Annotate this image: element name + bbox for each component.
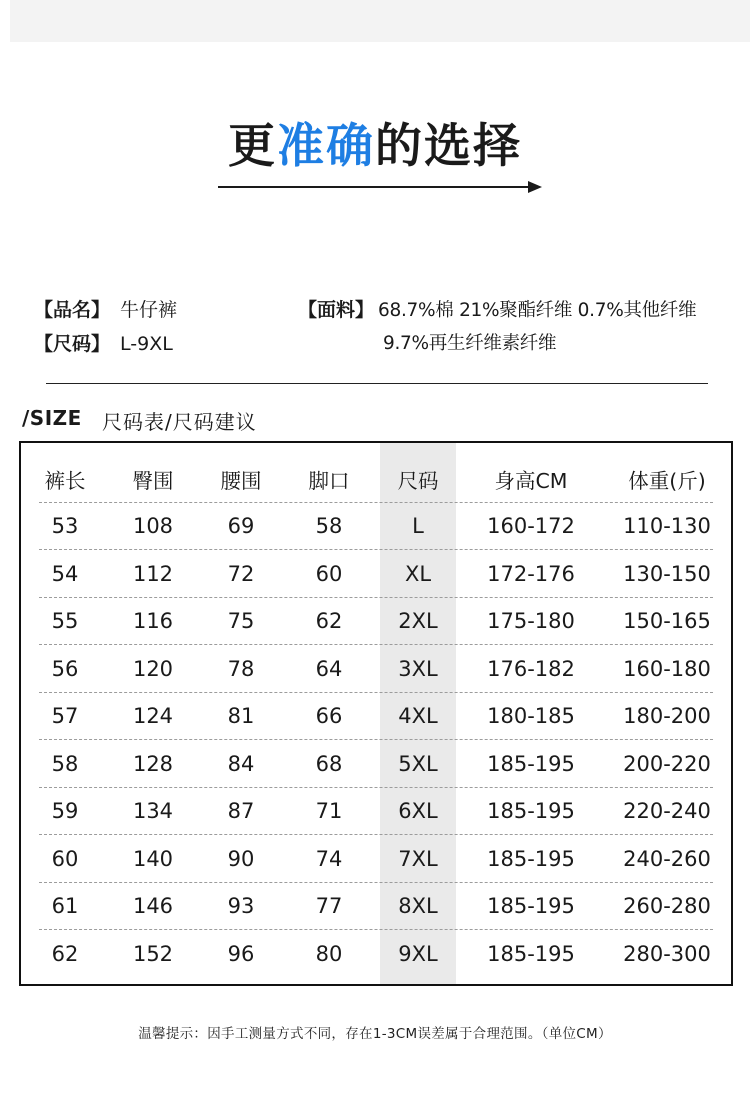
cell-size: 4XL — [398, 704, 438, 729]
cell-waist: 93 — [227, 894, 255, 919]
header-hip: 臀围 — [132, 468, 174, 493]
cell-pants-length: 62 — [51, 941, 79, 966]
cell-size: 5XL — [398, 751, 438, 776]
cell-pants-length: 58 — [51, 751, 79, 776]
table-row — [21, 740, 731, 788]
cell-weight: 110-130 — [623, 514, 711, 539]
header-leg-opening: 脚口 — [308, 468, 350, 493]
footer-note: 温馨提示：因手工测量方式不同，存在1-3CM误差属于合理范围。（单位CM） — [138, 1026, 612, 1042]
cell-weight: 280-300 — [623, 941, 711, 966]
cell-hip: 116 — [132, 609, 174, 634]
table-row — [21, 930, 731, 978]
cell-size: L — [412, 514, 424, 539]
table-row — [21, 550, 731, 598]
cell-hip: 124 — [132, 704, 174, 729]
cell-weight: 150-165 — [623, 609, 711, 634]
cell-size: 8XL — [398, 894, 438, 919]
cell-waist: 69 — [227, 514, 255, 539]
cell-waist: 72 — [227, 561, 255, 586]
product-name-value: 牛仔裤 — [120, 299, 178, 321]
cell-height: 185-195 — [487, 799, 575, 824]
cell-weight: 180-200 — [623, 704, 711, 729]
cell-weight: 160-180 — [623, 656, 711, 681]
cell-leg-opening: 74 — [315, 846, 343, 871]
cell-leg-opening: 80 — [315, 941, 343, 966]
table-row — [21, 598, 731, 646]
table-row — [21, 788, 731, 836]
header-weight: 体重(斤) — [628, 468, 706, 493]
cell-height: 172-176 — [487, 561, 575, 586]
cell-hip: 134 — [132, 799, 174, 824]
fabric-row — [298, 296, 696, 325]
table-header — [21, 455, 731, 503]
table-row — [21, 693, 731, 741]
title-accent: 准确 — [277, 119, 375, 174]
cell-leg-opening: 64 — [315, 656, 343, 681]
cell-waist: 81 — [227, 704, 255, 729]
cell-hip: 120 — [132, 656, 174, 681]
cell-height: 160-172 — [487, 514, 575, 539]
cell-waist: 84 — [227, 751, 255, 776]
cell-hip: 140 — [132, 846, 174, 871]
cell-leg-opening: 71 — [315, 799, 343, 824]
product-size-label: 【尺码】 — [34, 333, 111, 355]
cell-weight: 220-240 — [623, 799, 711, 824]
cell-height: 180-185 — [487, 704, 575, 729]
cell-waist: 78 — [227, 656, 255, 681]
header-height: 身高CM — [494, 468, 568, 493]
title-part-1: 更 — [228, 119, 277, 174]
cell-pants-length: 53 — [51, 514, 79, 539]
cell-size: 6XL — [398, 799, 438, 824]
header-pants-length: 裤长 — [44, 468, 86, 493]
cell-size: 3XL — [398, 656, 438, 681]
cell-hip: 152 — [132, 941, 174, 966]
product-size-row — [34, 330, 173, 358]
cell-size: 9XL — [398, 941, 438, 966]
page-title — [0, 115, 750, 179]
title-part-2: 的选择 — [375, 119, 522, 174]
cell-weight: 130-150 — [623, 561, 711, 586]
table-row — [21, 883, 731, 931]
cell-waist: 96 — [227, 941, 255, 966]
table-row — [21, 503, 731, 551]
fabric-label: 【面料】 — [298, 299, 375, 321]
cell-waist: 90 — [227, 846, 255, 871]
cell-hip: 146 — [132, 894, 174, 919]
cell-leg-opening: 60 — [315, 561, 343, 586]
size-section-label: /SIZE — [22, 406, 82, 430]
cell-size: XL — [404, 561, 432, 586]
cell-leg-opening: 68 — [315, 751, 343, 776]
title-underline-arrow — [218, 186, 530, 188]
cell-leg-opening: 66 — [315, 704, 343, 729]
header-waist: 腰围 — [220, 468, 262, 493]
table-row — [21, 835, 731, 883]
size-section-subtitle: 尺码表/尺码建议 — [102, 410, 257, 434]
cell-height: 185-195 — [487, 941, 575, 966]
cell-hip: 112 — [132, 561, 174, 586]
fabric-line-1: 68.7%棉 21%聚酯纤维 0.7%其他纤维 — [378, 300, 697, 321]
table-row — [21, 645, 731, 693]
cell-weight: 200-220 — [623, 751, 711, 776]
cell-hip: 128 — [132, 751, 174, 776]
header-size: 尺码 — [397, 468, 439, 493]
cell-leg-opening: 77 — [315, 894, 343, 919]
product-name-row — [34, 296, 177, 324]
cell-height: 175-180 — [487, 609, 575, 634]
cell-size: 7XL — [398, 846, 438, 871]
product-size-value: L-9XL — [120, 333, 173, 355]
cell-pants-length: 59 — [51, 799, 79, 824]
cell-leg-opening: 62 — [315, 609, 343, 634]
cell-weight: 260-280 — [623, 894, 711, 919]
arrow-right-icon — [528, 181, 542, 193]
cell-leg-opening: 58 — [315, 514, 343, 539]
cell-weight: 240-260 — [623, 846, 711, 871]
product-name-label: 【品名】 — [34, 299, 111, 321]
cell-height: 185-195 — [487, 846, 575, 871]
cell-height: 185-195 — [487, 751, 575, 776]
cell-height: 176-182 — [487, 656, 575, 681]
cell-pants-length: 56 — [51, 656, 79, 681]
cell-height: 185-195 — [487, 894, 575, 919]
cell-waist: 87 — [227, 799, 255, 824]
divider — [46, 383, 708, 384]
top-banner-strip — [10, 0, 750, 42]
cell-hip: 108 — [132, 514, 174, 539]
cell-size: 2XL — [398, 609, 438, 634]
fabric-line-2: 9.7%再生纤维素纤维 — [383, 333, 557, 354]
size-chart-table — [19, 441, 733, 986]
cell-waist: 75 — [227, 609, 255, 634]
cell-pants-length: 61 — [51, 894, 79, 919]
cell-pants-length: 60 — [51, 846, 79, 871]
cell-pants-length: 55 — [51, 609, 79, 634]
cell-pants-length: 54 — [51, 561, 79, 586]
cell-pants-length: 57 — [51, 704, 79, 729]
